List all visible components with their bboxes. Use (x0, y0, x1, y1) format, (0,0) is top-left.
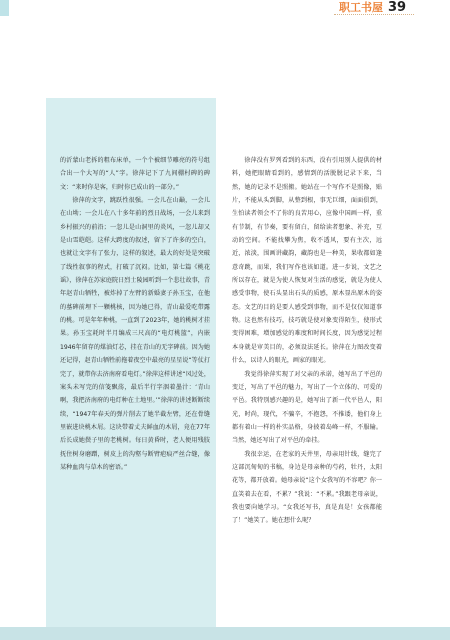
article-right-column (232, 154, 382, 528)
article-paragraph: 我觉得徐萍实现了对父亲的承诺，她写出了平邑的变迁，写出了平邑的魅力，写出了一个立体的、可爱的平邑。我特别感兴趣的是，她写出了新一代平邑人，阳光，时尚，现代，不骗辛，不抱怨，不推诿，他们身上都有着山一样的朴实品格，身披着岛峰一样，不服输。当然，她还写出了对平邑的牵挂。 (232, 370, 382, 445)
article-paragraph: 徐萍的文字，跳跃性很强。一会儿在山巅，一会儿在山坳；一会儿在八十多年前的烈日战场，一会儿来到乡村振兴的前沿；一忽儿是山洞里的炎风，一忽儿却又是山雪皑皑。这样大跨度的叙述，留下了许多的空白，也就让文字有了张力，这样的叙述，最大的好处是突破了线性叙事的程式，打破了沉闷。比如，第七篇《桃花谣》，徐萍在苏家庭院日烈士陵园听到一个悲壮故事，青年赵青山牺牲，被炸掉了左臂的新婚妻子孙玉宝，在他的墓碑前埋下一颗桃核，因为她已得，青山最爱吃带露的桃。可是年年种桃，一直到了2023年，她的桃树才挂果。孙玉宝耗时半月编成三尺高的“电灯桃篮”，内嵌1946年留存的煤油灯芯，挂在青山的无字碑前。因为她还记得，赵青山牺牲前拖着夜空中最亮的星星说“等仗打完了，就带你去济南府看电灯。”徐萍这样讲述“风过处，案头未写完的信笺飘荡，最后半行字洇着墨汁：‘青山啊，我把济南府的电灯种在土地里。’”徐萍的讲述断断续续，“1947年春天的弹片削去了她半截左臂，还在骨缝里嵌进块桃木屑。这块带着丈夫鲜血的木屑，竟在77年后长成她鬓子里的老桃树。每日黄昏时，老人便用残肢抚住树身磨蹭，树皮上的沟壑与断臂疤痕严丝合缝，像某种血肉与草木的密语。” (60, 197, 210, 471)
article-paragraph: 我很幸运，在老家的天井里，母亲用针线，缝完了这部沉甸甸的书稿，身边是母亲种的芍药，牡丹，太阳花等，都开放着。她母亲说“这个女我写的不容吧？你一直笑着去在看，不累？”我说：“不累。”我跟老母亲说，我也要向她学习。“女我还写书，真是真是！女孩都能了！”她笑了。她在想什么呢？ (232, 450, 382, 525)
section-title: 职工书屋 (339, 1, 383, 14)
article-paragraph: 的沂蒙山老拆的粗布床单，一个个被细节雕亮的符号组合出一个大写的“人”字。徐萍记下了九间棚村碑的碑文：“来时你是客，归时你已成山的一部分。” (60, 157, 210, 191)
page-number: 39 (388, 0, 407, 15)
article-left-column (60, 154, 210, 474)
header-divider (334, 14, 414, 17)
article-paragraph: 徐萍没有罗列看到的东西，没有引用别人提供的材料，她把眼睛看到的，感情到的活脱脱记录下来，当然，她的记录不是照搬。她站在一个写作不是照像，贴片，不能从头到脚，从整到根，事无巨细，面面俱到，生怕读者领会不了你的良苦用心，应像中国画一样，重有节制，有节奏，要有留白，留给读者想象、补充，互动的空间。不能找攀为焦，收不透风，要有主次，远近，浓淡，围画讲藏韵，藏韵也是一种美，果收都如逢意奇跳，而果，我们写作也该如道。进一步说，文艺之所以存在，就是为使人恢复对生活的感觉，就是为使人感受事物，使石头显出石头的质感，原木显出原木的姿态。文艺的目的是要人感受到事物，而不是仅仅知道事物。这也然有技巧，技巧就是使对象变得陌生，使形式变得困难，增加感觉的难度和时间长度，因为感觉过程本身就是审美目的，必须设法延长。徐萍在力图改变着什么，以诗人的眼光，画家的眼光。 (232, 157, 382, 365)
decorative-corner (0, 0, 9, 16)
bottom-decorative-strip (0, 627, 450, 640)
